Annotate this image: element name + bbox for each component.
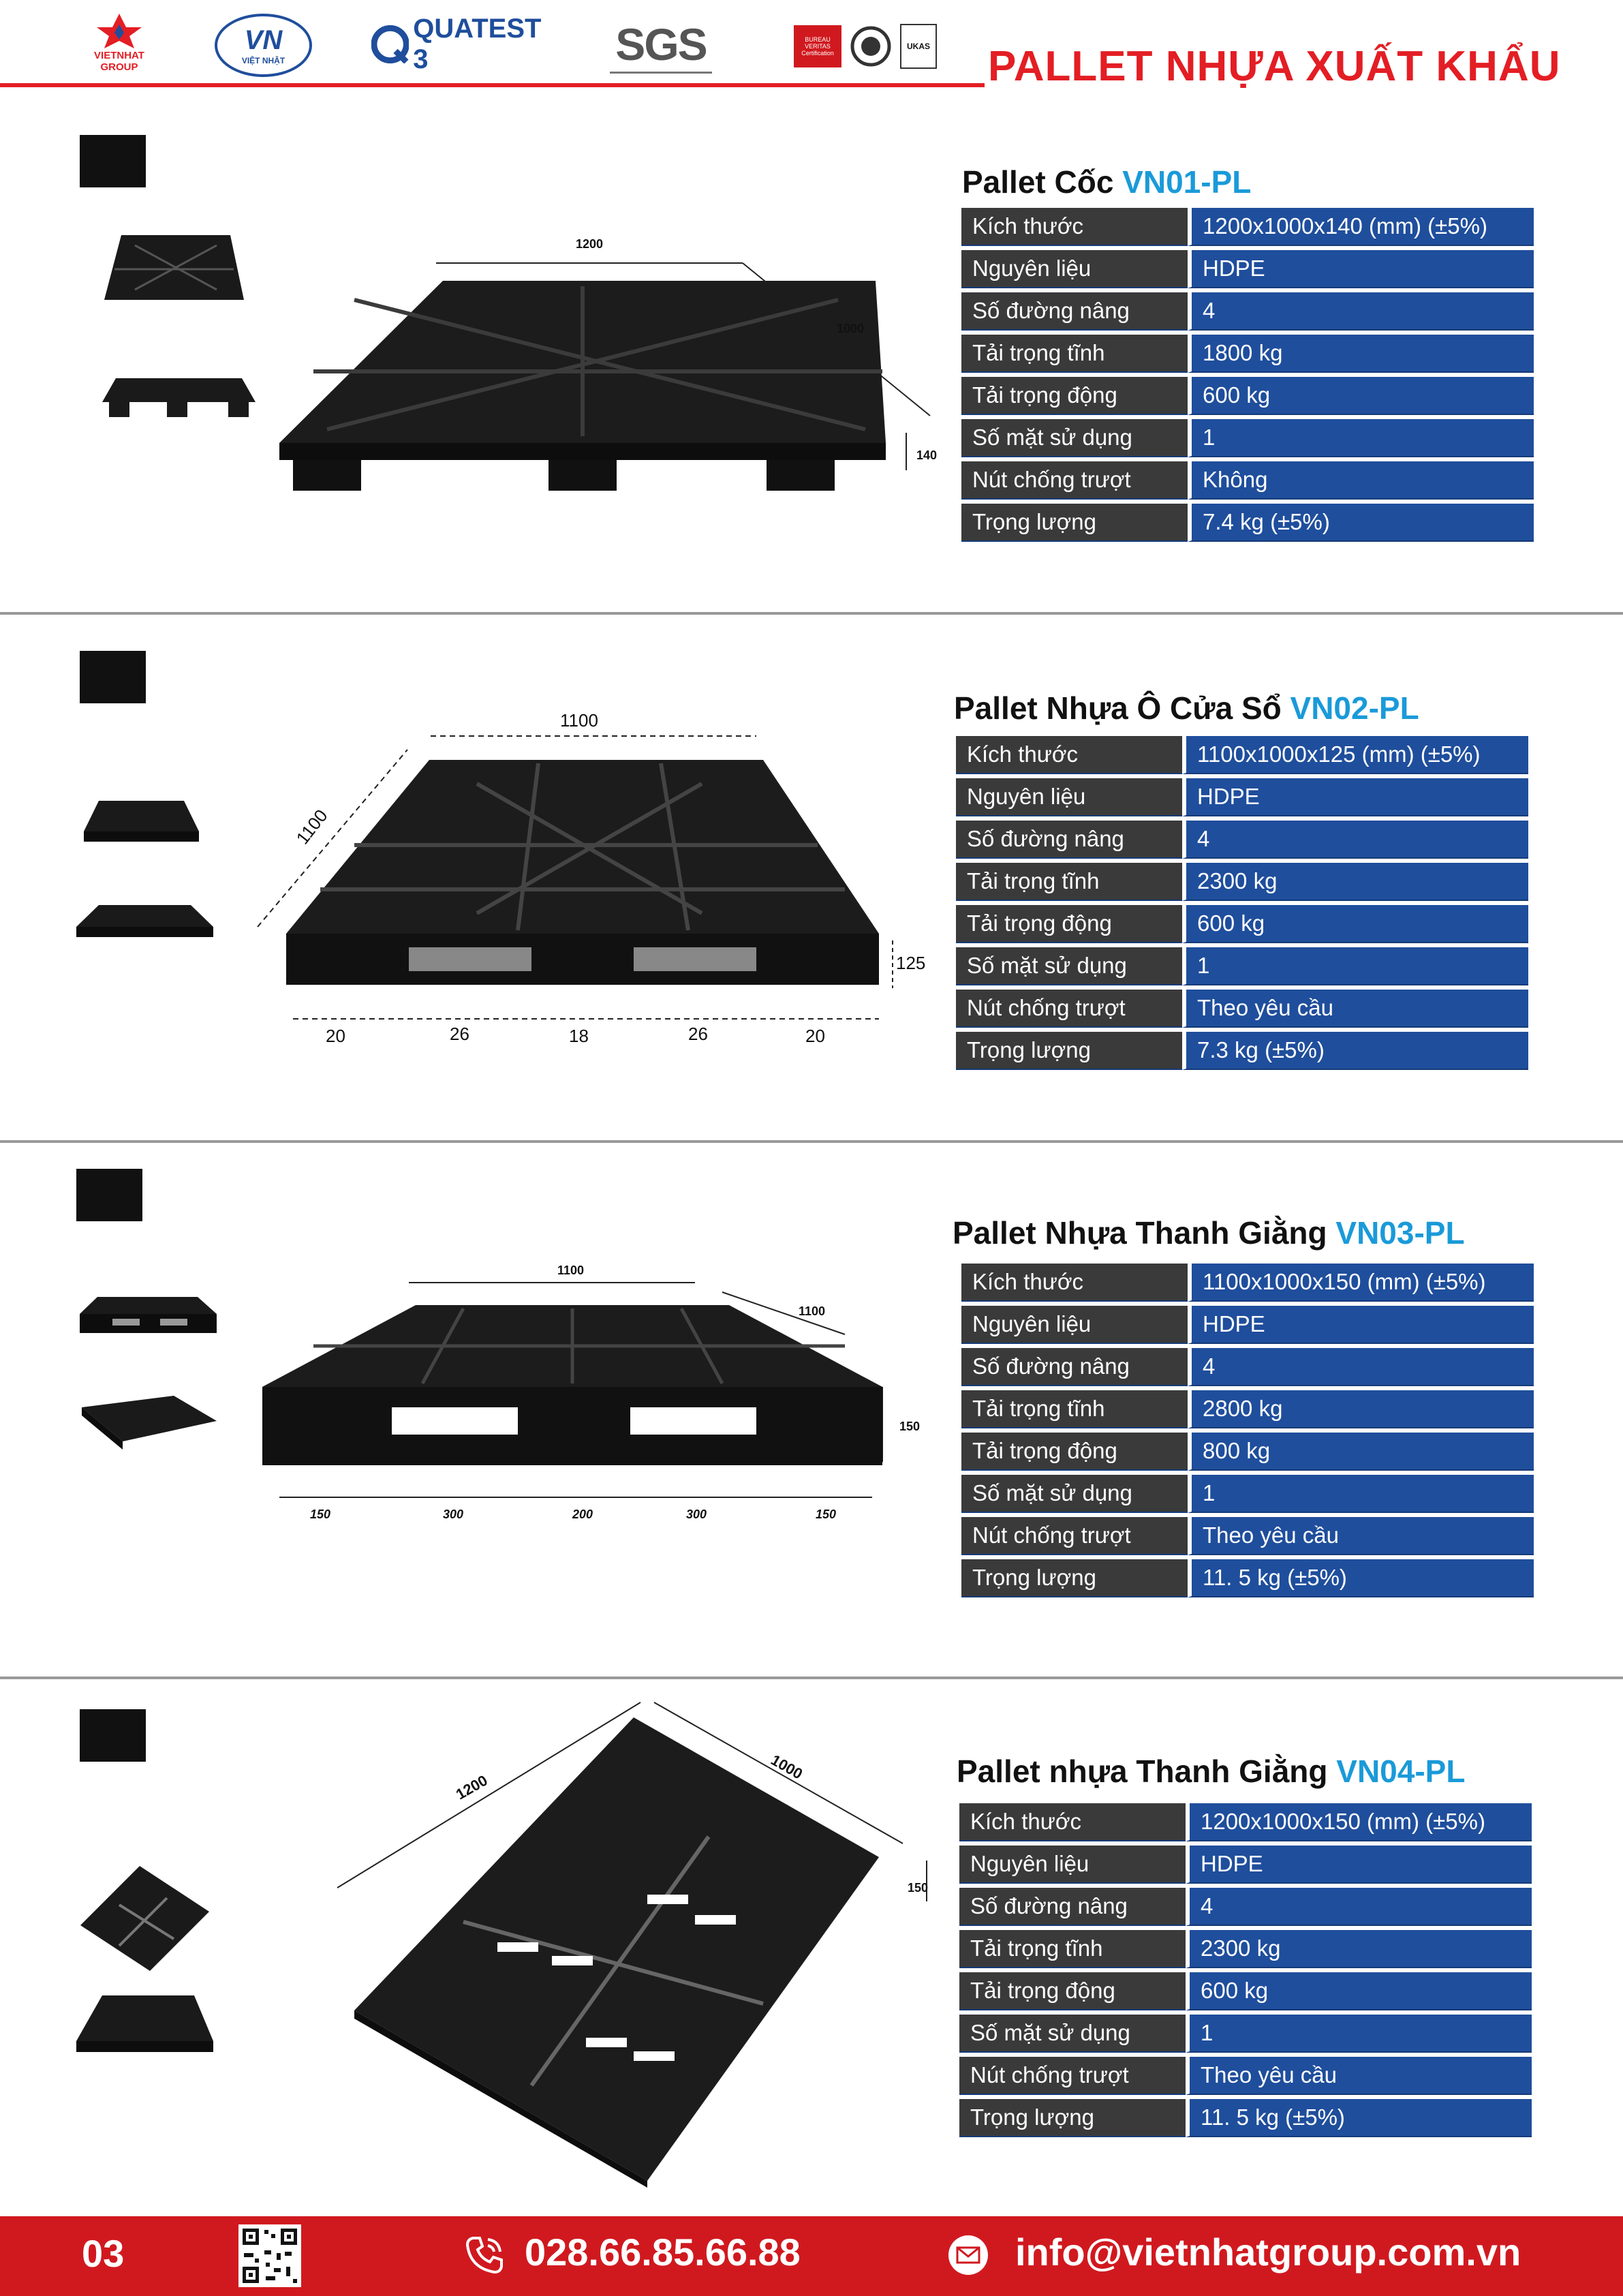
vn-logo-mark: VN — [244, 25, 283, 55]
spec-key: Số đường nâng — [956, 821, 1182, 859]
dim-width-label: 1100 — [292, 805, 332, 848]
spec-key: Kích thước — [956, 736, 1182, 774]
spec-value: 1 — [1188, 1475, 1534, 1513]
spec-row-lift — [961, 1348, 1534, 1386]
spec-row-antislip — [959, 2057, 1532, 2095]
section-divider — [0, 1677, 1623, 1679]
product-code: VN02-PL — [1290, 690, 1419, 726]
page-number: 03 — [82, 2232, 125, 2275]
product-name: Pallet nhựa Thanh Giằng — [957, 1754, 1328, 1789]
spec-value: 1800 kg — [1188, 335, 1534, 373]
vn-logo — [215, 14, 312, 77]
spec-row-lift — [956, 821, 1528, 859]
dim-bottom-label: 300 — [443, 1507, 464, 1521]
spec-key: Trọng lượng — [961, 504, 1188, 542]
dim-height-label: 150 — [899, 1420, 921, 1433]
spec-key: Trọng lượng — [961, 1559, 1188, 1597]
spec-row-static — [956, 863, 1528, 901]
dim-bottom-label: 18 — [569, 1026, 589, 1046]
spec-value: 1 — [1188, 419, 1534, 457]
spec-row-lift — [959, 1888, 1532, 1926]
spec-value: 11. 5 kg (±5%) — [1188, 1559, 1534, 1597]
dim-length-label: 1200 — [452, 1771, 491, 1803]
spec-key: Nút chống trượt — [961, 461, 1188, 500]
pallet-thumbnail-top — [82, 797, 201, 845]
section-marker — [80, 1709, 146, 1762]
spec-key: Trọng lượng — [959, 2099, 1186, 2137]
dim-bottom-label: 150 — [816, 1507, 837, 1521]
spec-row-lift — [961, 292, 1534, 331]
quatest-circle-icon — [371, 25, 409, 63]
vietnhat-logo — [68, 7, 170, 78]
certification-logos — [794, 20, 937, 72]
spec-row-dynamic — [959, 1972, 1532, 2010]
email-icon — [947, 2234, 989, 2276]
bv-seal-icon — [850, 25, 891, 67]
dim-bottom-label: 26 — [688, 1024, 708, 1044]
spec-value: 1200x1000x150 (mm) (±5%) — [1186, 1803, 1532, 1841]
spec-row-antislip — [961, 461, 1534, 500]
spec-row-dynamic — [956, 905, 1528, 943]
spec-row-material — [959, 1846, 1532, 1884]
spec-key: Tải trọng tĩnh — [961, 335, 1188, 373]
pallet-thumbnail-top — [101, 232, 247, 307]
email-address[interactable]: info@vietnhatgroup.com.vn — [1015, 2231, 1521, 2274]
spec-value: Theo yêu cầu — [1182, 990, 1528, 1028]
section-marker — [80, 135, 146, 187]
spec-table — [961, 204, 1534, 546]
spec-row-static — [961, 335, 1534, 373]
spec-key: Số mặt sử dụng — [961, 1475, 1188, 1513]
spec-row-size — [961, 1264, 1534, 1302]
dim-width-label: 1100 — [799, 1304, 826, 1318]
spec-key: Tải trọng tĩnh — [961, 1390, 1188, 1428]
spec-table — [956, 732, 1528, 1074]
quatest-logo-text: QUATEST 3 — [413, 14, 542, 74]
product-name: Pallet Cốc — [962, 164, 1114, 200]
spec-row-antislip — [961, 1517, 1534, 1555]
dim-length-label: 1200 — [576, 237, 604, 251]
spec-key: Số đường nâng — [961, 292, 1188, 331]
spec-table — [961, 1259, 1534, 1602]
spec-row-weight — [959, 2099, 1532, 2137]
product-title — [962, 164, 1251, 200]
spec-value: 2800 kg — [1188, 1390, 1534, 1428]
spec-row-faces — [959, 2015, 1532, 2053]
spec-row-static — [959, 1930, 1532, 1968]
spec-value: 4 — [1186, 1888, 1532, 1926]
phone-icon — [463, 2234, 506, 2276]
spec-key: Kích thước — [961, 208, 1188, 246]
spec-key: Số mặt sử dụng — [961, 419, 1188, 457]
spec-row-weight — [956, 1032, 1528, 1070]
spec-value: 4 — [1182, 821, 1528, 859]
spec-row-faces — [956, 947, 1528, 985]
spec-row-size — [956, 736, 1528, 774]
spec-key: Tải trọng động — [961, 1433, 1188, 1471]
spec-value: 800 kg — [1188, 1433, 1534, 1471]
spec-key: Số đường nâng — [959, 1888, 1186, 1926]
spec-key: Tải trọng động — [956, 905, 1182, 943]
product-code: VN04-PL — [1336, 1754, 1466, 1789]
spec-key: Trọng lượng — [956, 1032, 1182, 1070]
spec-key: Tải trọng động — [961, 377, 1188, 415]
dim-length-label: 1100 — [560, 710, 598, 731]
pallet-thumbnail-side — [75, 1993, 215, 2055]
sgs-logo-text: SGS — [615, 19, 707, 70]
section-divider — [0, 612, 1623, 615]
pallet-main-image — [273, 225, 933, 491]
spec-value: Theo yêu cầu — [1188, 1517, 1534, 1555]
spec-row-weight — [961, 504, 1534, 542]
spec-value: 7.4 kg (±5%) — [1188, 504, 1534, 542]
spec-value: 1 — [1186, 2015, 1532, 2053]
section-marker — [76, 1169, 142, 1221]
spec-key: Tải trọng tĩnh — [956, 863, 1182, 901]
spec-value: Không — [1188, 461, 1534, 500]
dim-height-label: 150 — [908, 1881, 929, 1895]
sgs-logo — [610, 17, 712, 74]
qr-code-icon[interactable] — [238, 2224, 301, 2287]
spec-key: Kích thước — [959, 1803, 1186, 1841]
pallet-main-image — [252, 722, 920, 1050]
spec-value: 2300 kg — [1186, 1930, 1532, 1968]
bureau-veritas-logo: BUREAU VERITAS Certification — [794, 25, 841, 67]
spec-row-weight — [961, 1559, 1534, 1597]
header-rule — [0, 83, 985, 87]
spec-value: 4 — [1188, 292, 1534, 331]
dim-bottom-label: 200 — [572, 1507, 593, 1521]
product-code: VN01-PL — [1122, 164, 1252, 200]
spec-row-dynamic — [961, 1433, 1534, 1471]
spec-value: 11. 5 kg (±5%) — [1186, 2099, 1532, 2137]
dim-bottom-label: 300 — [686, 1507, 707, 1521]
spec-value: 600 kg — [1182, 905, 1528, 943]
spec-row-faces — [961, 419, 1534, 457]
spec-row-antislip — [956, 990, 1528, 1028]
pallet-main-image — [327, 1690, 940, 2188]
spec-row-material — [956, 778, 1528, 816]
spec-value: 2300 kg — [1182, 863, 1528, 901]
vietnhat-emblem-icon — [95, 12, 143, 50]
dim-bottom-label: 26 — [450, 1024, 469, 1044]
pallet-thumbnail-side — [102, 365, 256, 419]
product-code: VN03-PL — [1335, 1215, 1465, 1251]
spec-row-static — [961, 1390, 1534, 1428]
product-title — [957, 1753, 1465, 1790]
dim-height-label: 125 — [896, 953, 926, 973]
spec-value: Theo yêu cầu — [1186, 2057, 1532, 2095]
product-title — [953, 1214, 1465, 1251]
page-title: PALLET NHỰA XUẤT KHẨU — [988, 43, 1561, 90]
spec-key: Tải trọng động — [959, 1972, 1186, 2010]
spec-value: HDPE — [1188, 1306, 1534, 1344]
dim-length-label: 1100 — [557, 1264, 585, 1277]
spec-row-size — [961, 208, 1534, 246]
product-name: Pallet Nhựa Ô Cửa Sổ — [954, 690, 1282, 726]
pallet-thumbnail-top — [78, 1864, 211, 1973]
spec-value: 7.3 kg (±5%) — [1182, 1032, 1528, 1070]
vn-logo-sub: VIỆT NHẬT — [241, 56, 285, 65]
dim-bottom-label: 20 — [326, 1026, 345, 1046]
spec-value: 1100x1000x150 (mm) (±5%) — [1188, 1264, 1534, 1302]
product-title — [954, 690, 1419, 726]
spec-value: 1100x1000x125 (mm) (±5%) — [1182, 736, 1528, 774]
spec-value: HDPE — [1186, 1846, 1532, 1884]
spec-key: Số mặt sử dụng — [956, 947, 1182, 985]
pallet-thumbnail-top — [78, 1295, 218, 1336]
vietnhat-logo-text: VIETNHAT GROUP — [94, 50, 144, 73]
section-divider — [0, 1140, 1623, 1143]
spec-key: Số đường nâng — [961, 1348, 1188, 1386]
spec-value: 600 kg — [1186, 1972, 1532, 2010]
section-marker — [80, 651, 146, 703]
spec-key: Nguyên liệu — [961, 1306, 1188, 1344]
spec-value: 1 — [1182, 947, 1528, 985]
spec-table — [959, 1799, 1532, 2141]
dim-width-label: 1000 — [837, 322, 865, 335]
dim-width-label: 1000 — [768, 1751, 806, 1783]
spec-value: HDPE — [1182, 778, 1528, 816]
spec-key: Nút chống trượt — [961, 1517, 1188, 1555]
spec-key: Nguyên liệu — [959, 1846, 1186, 1884]
spec-key: Số mặt sử dụng — [959, 2015, 1186, 2053]
pallet-thumbnail-side — [75, 903, 215, 940]
spec-key: Nguyên liệu — [961, 250, 1188, 288]
spec-value: 4 — [1188, 1348, 1534, 1386]
spec-value: 1200x1000x140 (mm) (±5%) — [1188, 208, 1534, 246]
spec-key: Nguyên liệu — [956, 778, 1182, 816]
spec-key: Tải trọng tĩnh — [959, 1930, 1186, 1968]
spec-row-dynamic — [961, 377, 1534, 415]
spec-key: Kích thước — [961, 1264, 1188, 1302]
header-logos — [0, 0, 968, 89]
spec-value: HDPE — [1188, 250, 1534, 288]
footer-bar — [0, 2216, 1623, 2296]
ukas-logo: UKAS — [900, 24, 937, 69]
spec-row-faces — [961, 1475, 1534, 1513]
dim-bottom-label: 150 — [310, 1507, 331, 1521]
product-name: Pallet Nhựa Thanh Giằng — [953, 1215, 1327, 1251]
dim-bottom-label: 20 — [805, 1026, 825, 1046]
spec-key: Nút chống trượt — [959, 2057, 1186, 2095]
pallet-main-image — [259, 1274, 893, 1506]
dim-height-label: 140 — [916, 448, 938, 462]
quatest-logo — [371, 14, 562, 74]
spec-key: Nút chống trượt — [956, 990, 1182, 1028]
pallet-thumbnail-side — [78, 1394, 218, 1452]
spec-row-material — [961, 1306, 1534, 1344]
spec-value: 600 kg — [1188, 377, 1534, 415]
spec-row-material — [961, 250, 1534, 288]
spec-row-size — [959, 1803, 1532, 1841]
phone-number[interactable]: 028.66.85.66.88 — [525, 2231, 801, 2274]
